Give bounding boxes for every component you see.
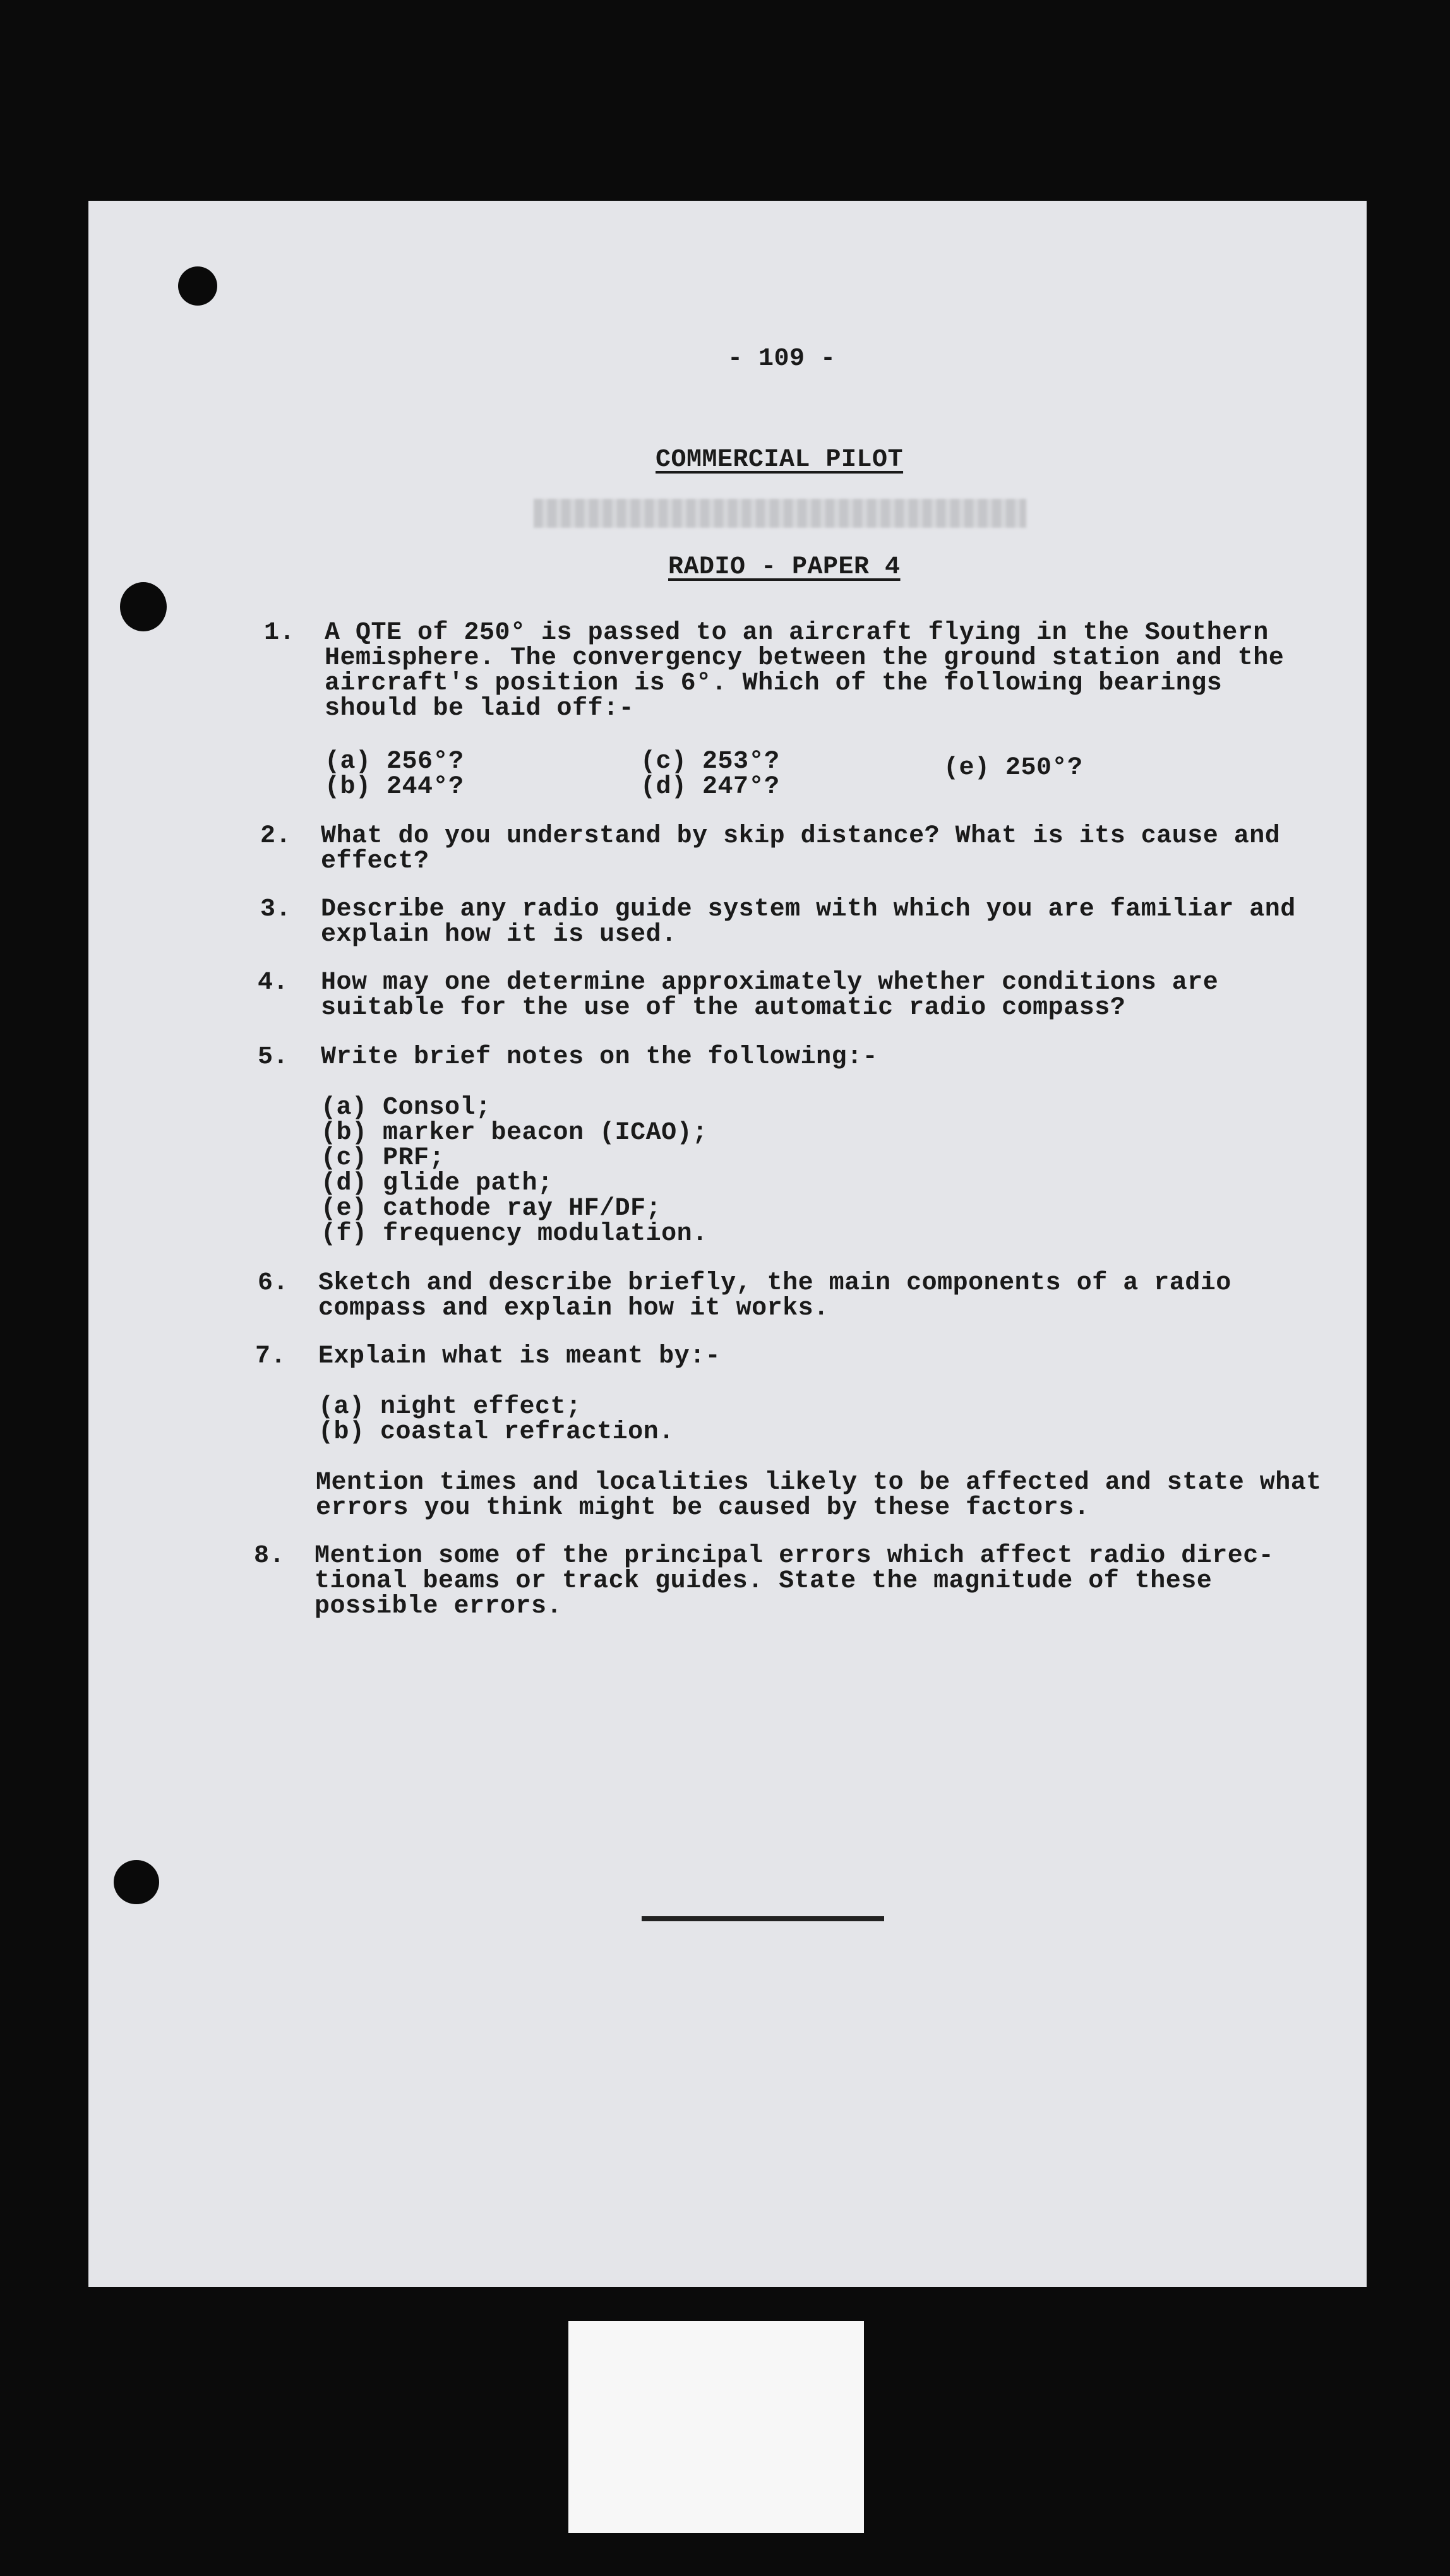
- list-item: (a) Consol;: [321, 1094, 491, 1122]
- question-number: 5.: [258, 1043, 289, 1071]
- list-item: (c) PRF;: [321, 1144, 445, 1172]
- list-item: (d) glide path;: [321, 1169, 553, 1198]
- document-page: [88, 201, 1367, 2287]
- question-number: 6.: [258, 1269, 289, 1297]
- answer-option: (d) 247°?: [640, 773, 780, 801]
- question-number: 2.: [260, 822, 292, 850]
- list-item: (a) night effect;: [318, 1393, 582, 1421]
- question-line: suitable for the use of the automatic radio compass?: [321, 994, 1126, 1022]
- list-item: (b) marker beacon (ICAO);: [321, 1119, 708, 1147]
- question-line: possible errors.: [315, 1592, 563, 1621]
- list-item: (b) coastal refraction.: [318, 1418, 674, 1446]
- question-line: Explain what is meant by:-: [318, 1342, 721, 1371]
- question-line: Sketch and describe briefly, the main components of a radio: [318, 1269, 1231, 1297]
- question-line: Mention times and localities likely to be affected and state what: [316, 1469, 1322, 1497]
- question-line: A QTE of 250° is passed to an aircraft flying in the Southern: [325, 619, 1269, 647]
- list-item: (f) frequency modulation.: [321, 1220, 708, 1248]
- punch-hole: [120, 582, 167, 631]
- question-line: What do you understand by skip distance? What is its cause and: [321, 822, 1281, 850]
- question-number: 7.: [255, 1342, 287, 1371]
- answer-option: (c) 253°?: [640, 748, 780, 776]
- list-item: (e) cathode ray HF/DF;: [321, 1195, 662, 1223]
- question-number: 4.: [258, 969, 289, 997]
- question-line: effect?: [321, 847, 429, 876]
- end-rule: [642, 1916, 884, 1921]
- question-number: 1.: [264, 619, 296, 647]
- question-line: aircraft's position is 6°. Which of the following bearings: [325, 669, 1223, 698]
- question-line: Hemisphere. The convergency between the ground station and the: [325, 644, 1285, 672]
- punch-hole: [114, 1860, 159, 1904]
- question-line: Describe any radio guide system with which you are familiar and: [321, 895, 1296, 924]
- answer-option: (e) 250°?: [944, 754, 1083, 782]
- question-line: Mention some of the principal errors which affect radio direc-: [315, 1542, 1274, 1570]
- question-line: should be laid off:-: [325, 695, 635, 723]
- page-number: - 109 -: [728, 345, 836, 373]
- blank-card: [568, 2321, 864, 2533]
- question-line: tional beams or track guides. State the magnitude of these: [315, 1567, 1213, 1595]
- answer-option: (b) 244°?: [325, 773, 464, 801]
- question-line: How may one determine approximately whether conditions are: [321, 969, 1219, 997]
- question-line: explain how it is used.: [321, 921, 677, 949]
- paper-subtitle: RADIO - PAPER 4: [668, 553, 901, 581]
- answer-option: (a) 256°?: [325, 748, 464, 776]
- obscured-text-smudge: [534, 499, 1026, 528]
- question-line: Write brief notes on the following:-: [321, 1043, 878, 1071]
- punch-hole: [178, 266, 217, 306]
- question-line: compass and explain how it works.: [318, 1294, 829, 1323]
- question-number: 3.: [260, 895, 292, 924]
- page-title: COMMERCIAL PILOT: [656, 446, 904, 474]
- question-line: errors you think might be caused by these factors.: [316, 1494, 1090, 1522]
- question-number: 8.: [254, 1542, 285, 1570]
